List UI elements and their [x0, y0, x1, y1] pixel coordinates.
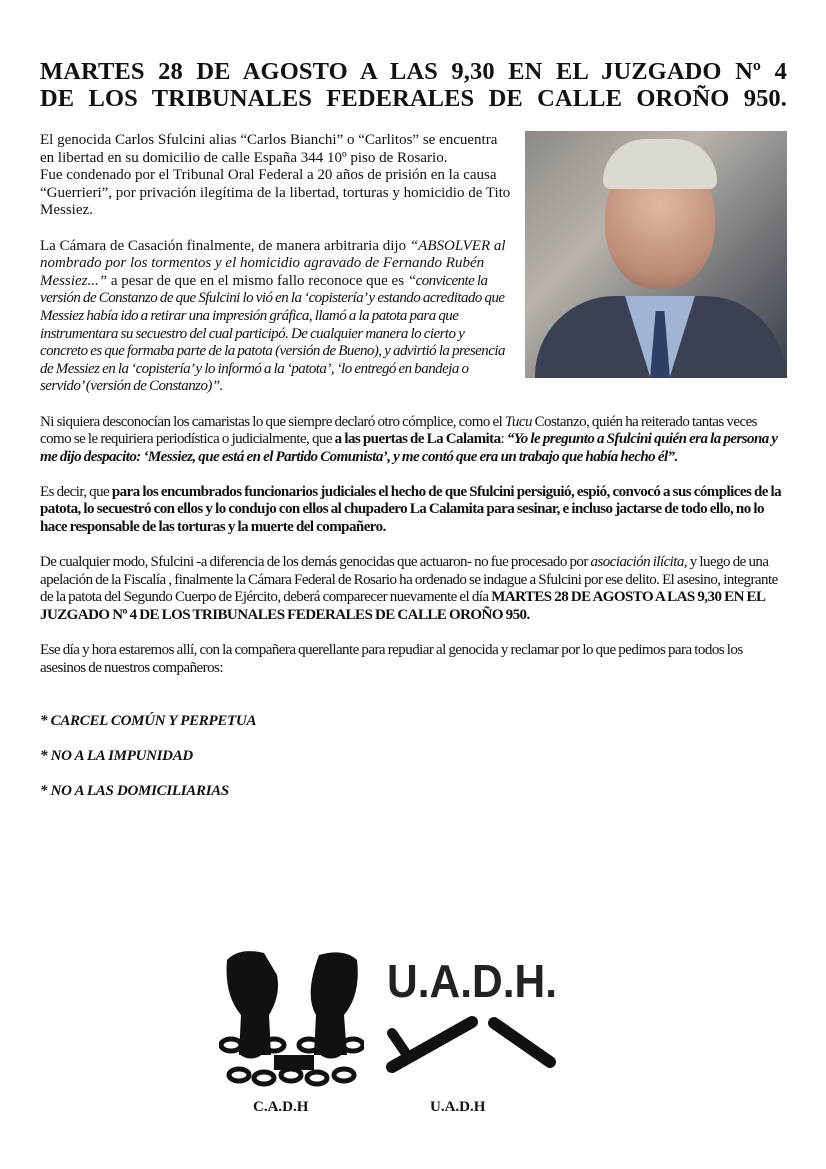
logos: [219, 945, 564, 1125]
text: , y luego de una apelación de la Fiscalía , finalmente la Cámara Federal de Rosario ha ordenado se indague a Sfulcini por ese delito. El asesino, integrante de la patota del Segundo Cuerpo de Ejército, deberá comparecer nuevamente el día: [40, 554, 778, 606]
demand-2: * NO A LA IMPUNIDAD: [40, 747, 193, 764]
text: asociación ilícita: [590, 554, 684, 571]
text: Tucu: [504, 413, 532, 430]
paragraph-2: Fue condenado por el Tribunal Oral Federal a 20 años de prisión en la causa “Guerrieri”, por privación ilegítima de la libertad, torturas y homicidio de Tito Messiez.: [40, 167, 511, 219]
text: MARTES 28 DE AGOSTO A LAS 9,30 EN EL JUZGADO Nº 4 DE LOS TRIBUNALES FEDERALES DE CALLE OROÑO 950.: [40, 589, 765, 624]
text: a las puertas de La Calamita: [334, 431, 501, 448]
text: para los encumbrados funcionarios judiciales el hecho de que Sfulcini persiguió, espió, convocó a sus cómplices de la patota, lo secuestró con ellos y lo condujo con ellos al chupadero La Calamita para sesinar, e incluso jactarse de todo ello, no lo hace responsable de las torturas y la muerte del compañero.: [40, 483, 782, 536]
text: Es decir, que: [40, 483, 112, 500]
paragraph-6: [40, 554, 787, 624]
cadh-caption: C.A.D.H: [253, 1099, 309, 1115]
text: De cualquier modo, Sfulcini -a diferencia de los demás genocidas que actuaron- no fue procesado por: [40, 554, 591, 571]
quote: “convicente la versión de Constanzo de que Sfulcini lo vió en la ‘copistería’ y estando acreditado que Messiez había ido a retirar una impresión gráfica, llamó a la patota para que instrumentara su secuestro del cual participó. De cualquier manera lo cierto y concreto es que formaba parte de la patota (versión de Bueno), y advirtió la presencia de Messiez en la ‘copistería’ y lo informó a la ‘patota’, ‘lo entregó en bandeja o servido’ (versión de Constanzo)”.: [40, 272, 505, 395]
quote: “Yo le pregunto a Sfulcini quién era la persona y me dijo despacito: ‘Messiez, que está en el Partido Comunista’, y me contó que era un trabajo que había hecho él”.: [40, 431, 778, 465]
text: Costanzo, quién ha reiterado tantas veces como se le requiriera periodística o judicialmente, que: [40, 413, 757, 448]
uadh-caption: U.A.D.H: [430, 1099, 486, 1115]
text: a pesar de que en el mismo fallo reconoce que es: [107, 272, 408, 289]
quote: “ABSOLVER al nombrado por los tormentos y el homicidio agravado de Fernando Rubén Messiez...”: [40, 237, 506, 289]
cadh-logo-chained-fists-icon: [219, 945, 364, 1088]
uadh-logo-text: U.A.D.H.: [387, 955, 557, 1007]
title-line-2: DE LOS TRIBUNALES FEDERALES DE CALLE OROÑO 950.: [40, 85, 787, 112]
text: La Cámara de Casación finalmente, de manera arbitraria dijo: [40, 237, 410, 254]
title-line-1: MARTES 28 DE AGOSTO A LAS 9,30 EN EL JUZGADO Nº 4: [40, 58, 787, 85]
text: :: [500, 431, 507, 448]
photo-hair: [603, 139, 717, 189]
demand-3: * NO A LAS DOMICILIARIAS: [40, 782, 229, 799]
document-page: [40, 58, 787, 801]
paragraph-1: El genocida Carlos Sfulcini alias “Carlos Bianchi” o “Carlitos” se encuentra en libertad en su domicilio de calle España 344 10º piso de Rosario.: [40, 132, 498, 166]
demand-1: * CARCEL COMÚN Y PERPETUA: [40, 712, 257, 729]
text: Ni siquiera desconocían los camaristas lo que siempre declaró otro cómplice, como el: [40, 413, 505, 430]
paragraph-4: [40, 414, 787, 467]
uadh-logo-batons-icon: [382, 945, 562, 1075]
paragraph-5: [40, 484, 787, 537]
page-title: [40, 58, 787, 112]
paragraph-7: Ese día y hora estaremos allí, con la compañera querellante para repudiar al genocida y reclamar por lo que pedimos para todos los asesinos de nuestros compañeros:: [40, 642, 743, 676]
portrait-photo: [525, 131, 787, 378]
